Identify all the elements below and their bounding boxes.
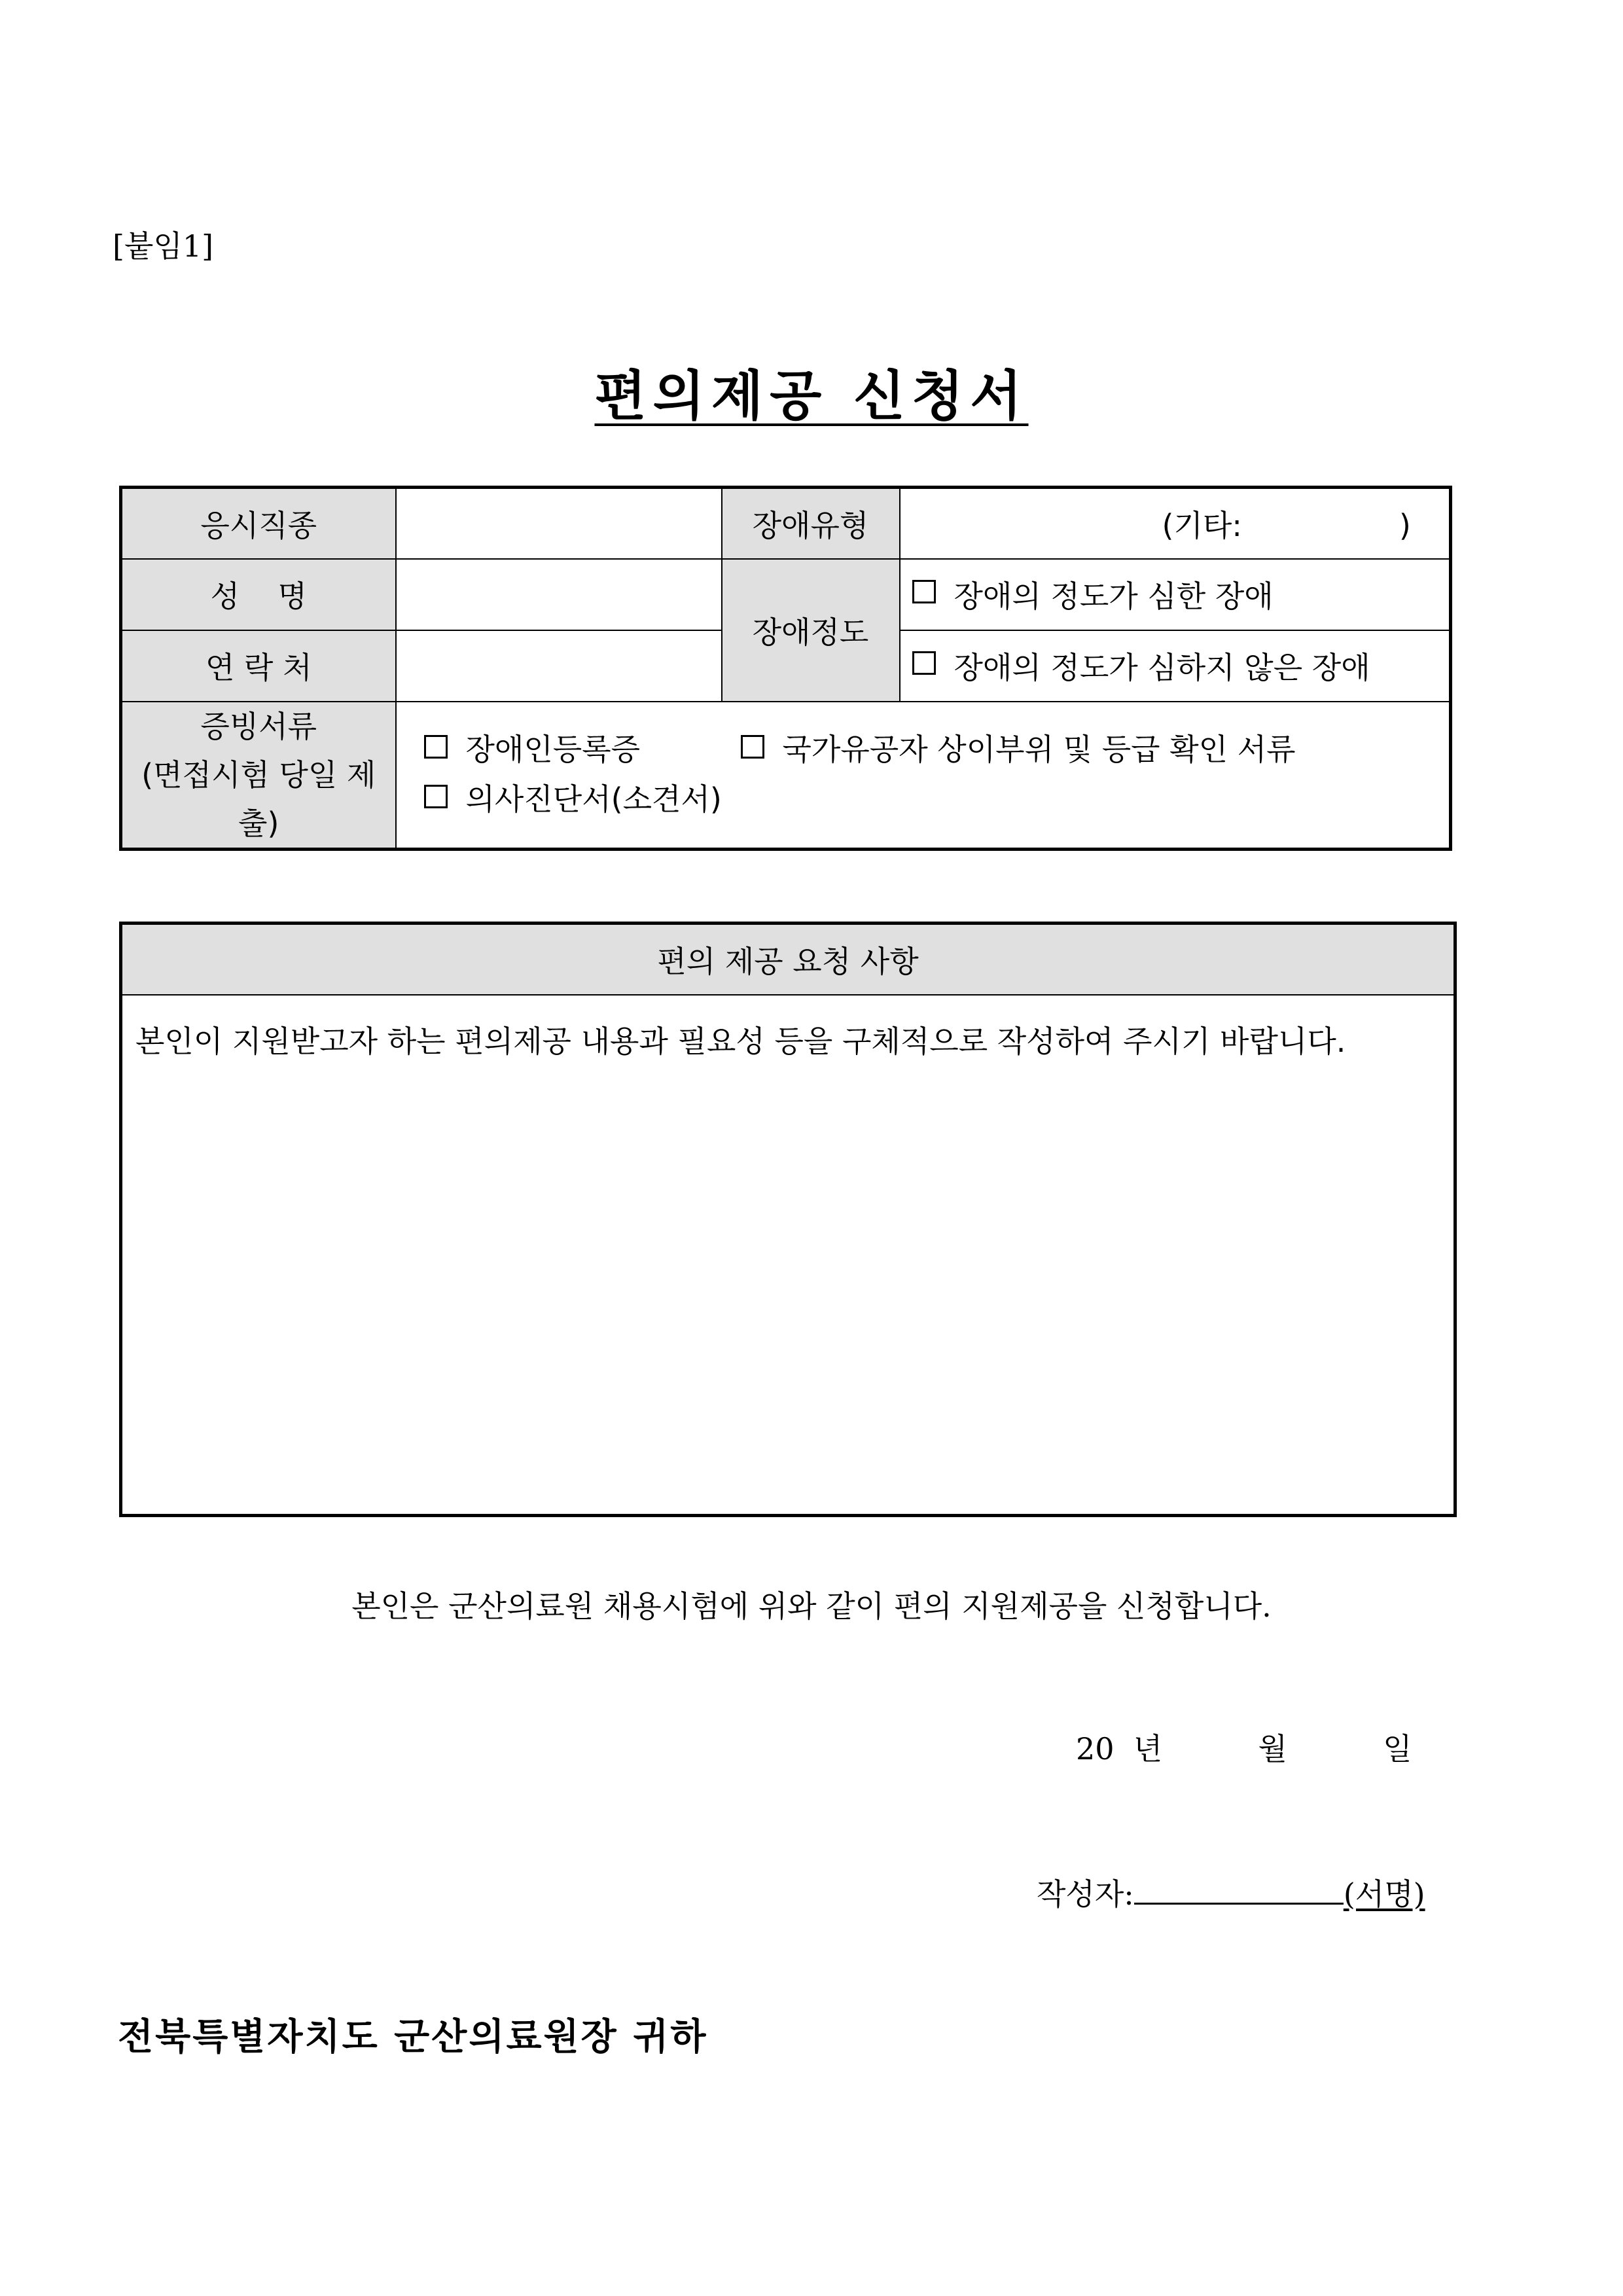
request-table (119, 922, 1457, 1517)
job-field[interactable] (396, 488, 722, 559)
documents-sublabel: (면접시험 당일 제출) (141, 757, 376, 841)
declaration: 본인은 군산의료원 채용시험에 위와 같이 편의 지원제공을 신청합니다. (351, 1588, 1272, 1624)
doc-option-veteran: 국가유공자 상이부위 및 등급 확인 서류 (782, 731, 1296, 767)
date-year: 년 (1133, 1731, 1163, 1767)
date-year-prefix: 20 (1076, 1731, 1115, 1767)
contact-field[interactable] (396, 630, 722, 702)
name-field[interactable] (396, 559, 722, 630)
contact-label: 연 락 처 (121, 630, 396, 702)
checkbox-icon[interactable] (424, 735, 448, 759)
severity-option-mild-label: 장애의 정도가 심하지 않은 장애 (954, 650, 1370, 685)
documents-label: 증빙서류 (200, 708, 317, 744)
date-line (1076, 1725, 1412, 1768)
severity-option-mild[interactable] (900, 630, 1451, 702)
checkbox-icon[interactable] (424, 785, 448, 808)
page-title (0, 353, 1623, 430)
checkbox-icon[interactable] (741, 735, 764, 759)
disability-type-other-label: (기타: (1162, 507, 1242, 543)
doc-option-disability-card: 장애인등록증 (465, 731, 641, 767)
page-title-text: 편의제공 신청서 (594, 365, 1029, 427)
checkbox-icon[interactable] (912, 580, 936, 603)
checkbox-icon[interactable] (912, 651, 936, 675)
disability-type-close: ) (1399, 507, 1411, 543)
date-month: 월 (1258, 1731, 1287, 1767)
doc-option-medical: 의사진단서(소견서) (465, 781, 722, 817)
disability-type-label: 장애유형 (722, 488, 900, 559)
applicant-info-table (119, 486, 1452, 851)
name-label: 성 명 (121, 559, 396, 630)
documents-label-cell (121, 702, 396, 850)
date-day: 일 (1383, 1731, 1412, 1767)
severity-option-severe[interactable] (900, 559, 1451, 630)
writer-label: 작성자: (1037, 1876, 1134, 1912)
request-instruction: 본인이 지원받고자 하는 편의제공 내용과 필요성 등을 구체적으로 작성하여 주시기 바랍니다. (135, 1024, 1346, 1059)
writer-line (1037, 1871, 1425, 1914)
documents-options (396, 702, 1451, 850)
disability-type-field[interactable] (900, 488, 1451, 559)
signature-line[interactable] (1134, 1873, 1344, 1905)
job-label: 응시직종 (121, 488, 396, 559)
addressee: 전북특별자치도 군산의료원장 귀하 (118, 2015, 708, 2058)
request-header: 편의 제공 요청 사항 (121, 924, 1455, 996)
signature-label: (서명) (1343, 1876, 1425, 1912)
severity-label: 장애정도 (722, 559, 900, 702)
request-body[interactable] (121, 995, 1455, 1516)
severity-option-severe-label: 장애의 정도가 심한 장애 (954, 579, 1274, 614)
attachment-label: [붙임1] (113, 228, 214, 264)
